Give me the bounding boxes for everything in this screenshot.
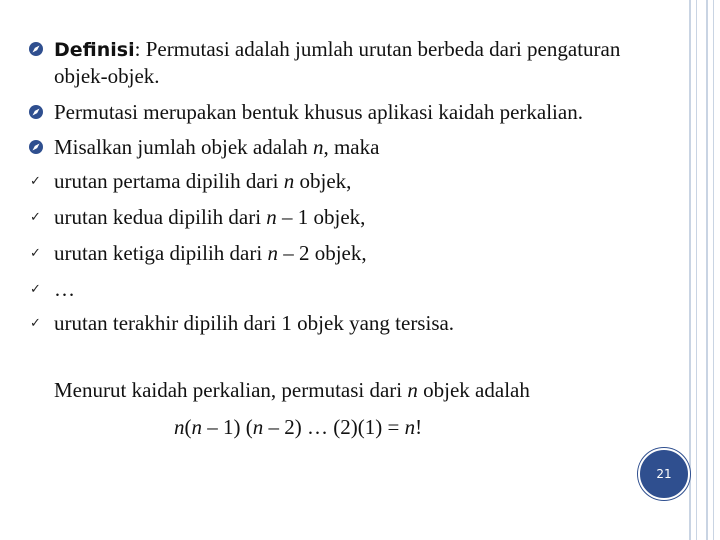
checkmark-icon: ✓ [30,316,41,331]
variable-n: n [283,169,295,193]
bullet-definisi-continuation: objek-objek. [54,64,160,88]
page-number-badge [638,448,690,500]
compass-bullet-icon [28,41,44,57]
check-text: urutan pertama dipilih dari [54,169,284,193]
check-text-end: objek, [294,169,352,193]
formula-part: – 1) ( [202,415,253,439]
check-item-terakhir: urutan terakhir dipilih dari 1 objek yang tersisa. [54,311,455,335]
bullet-misalkan [54,134,379,161]
conclusion-before: Menurut kaidah perkalian, permutasi dari [54,378,408,402]
check-text-end: – 2 objek, [277,241,367,265]
formula-part: n [404,415,416,439]
misalkan-text: Misalkan jumlah objek adalah [54,135,313,159]
bullet-permutasi-khusus: Permutasi merupakan bentuk khusus aplikasi kaidah perkalian. [54,100,583,124]
formula-part: n [174,415,185,439]
decorative-rail [689,0,691,540]
variable-n: n [312,135,324,159]
formula-part: ( [184,415,192,439]
formula-part: – 2) … (2)(1) = [263,415,405,439]
decorative-rail [713,0,714,540]
checkmark-icon: ✓ [30,246,41,261]
permutation-formula [174,414,422,441]
check-item-kedua [54,204,365,231]
check-text-end: – 1 objek, [276,205,366,229]
formula-part: n [191,415,202,439]
formula-part: ! [415,415,423,439]
variable-n: n [407,378,418,402]
check-item-ketiga [54,240,367,267]
definisi-label: Definisi [54,39,135,61]
checkmark-icon: ✓ [30,174,41,189]
check-item-ellipsis: … [54,277,75,301]
variable-n: n [267,241,278,265]
check-text: urutan ketiga dipilih dari [54,241,268,265]
bullet-definisi [54,36,620,64]
page-number: 21 [656,467,672,481]
compass-bullet-icon [28,139,44,155]
check-text: urutan kedua dipilih dari [54,205,267,229]
formula-part: n [252,415,264,439]
definisi-text: : Permutasi adalah jumlah urutan berbeda dari pengaturan [134,37,621,61]
compass-bullet-icon [28,104,44,120]
conclusion-after: objek adalah [417,378,530,402]
decorative-rail [706,0,708,540]
decorative-rail [696,0,697,540]
conclusion-text [54,377,530,404]
variable-n: n [266,205,277,229]
check-item-pertama [54,168,351,195]
checkmark-icon: ✓ [30,210,41,225]
misalkan-text-end: , maka [323,135,380,159]
checkmark-icon: ✓ [30,282,41,297]
